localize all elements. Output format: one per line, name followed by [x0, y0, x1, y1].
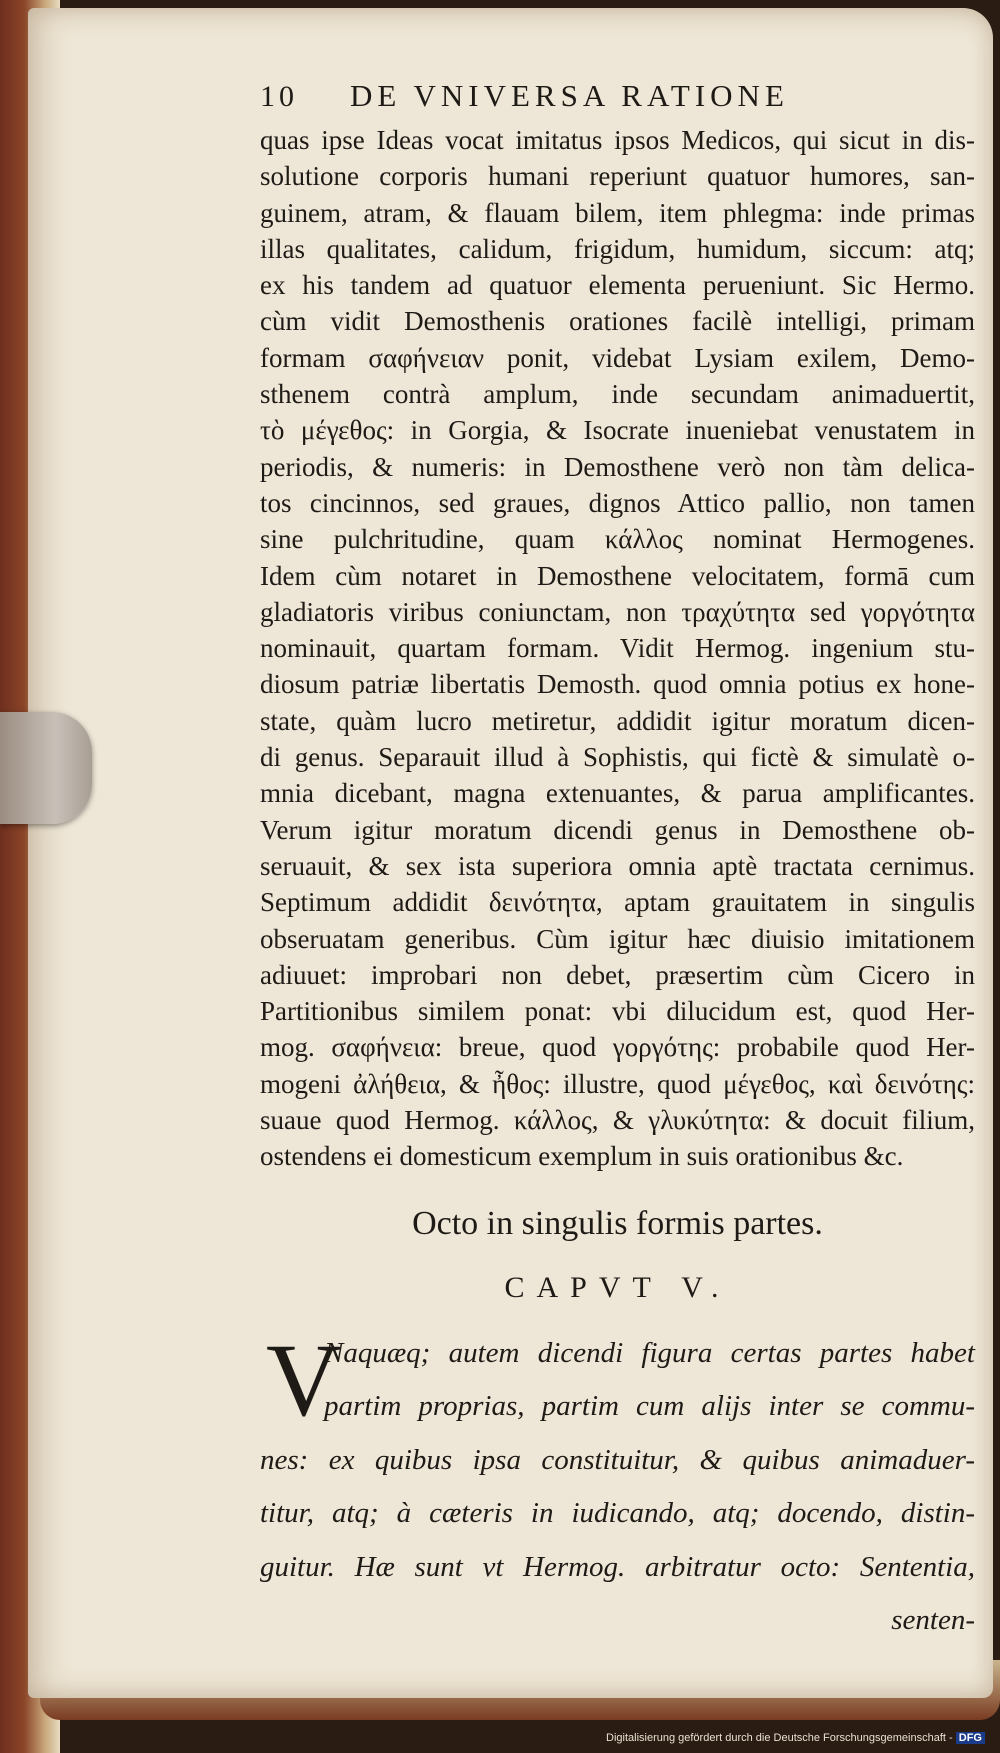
drop-cap: V	[266, 1322, 342, 1438]
text-line: nominauit, quartam formam. Vidit Hermog. ingenium stu-	[260, 633, 975, 664]
text-line: solutione corporis humani reperiunt quatuor humores, san-	[260, 161, 975, 192]
text-line: mog. σαφήνεια: breue, quod γοργότης: probabile quod Her-	[260, 1032, 975, 1063]
text-line: cùm vidit Demosthenis orationes facilè intelligi, primam	[260, 306, 975, 337]
text-line: mnia dicebant, magna extenuantes, & parua amplificantes.	[260, 778, 975, 809]
text-line: Naquæq; autem dicendi figura certas partes habet	[324, 1336, 975, 1369]
text-line: di genus. Separauit illud à Sophistis, qui fictè & simulatè o-	[260, 742, 975, 773]
text-line: sthenem contrà amplum, inde secundam animaduertit,	[260, 379, 975, 410]
section-title: Octo in singulis formis partes.	[412, 1204, 823, 1242]
text-line: formam σαφήνειαν ponit, videbat Lysiam exilem, Demo-	[260, 342, 975, 373]
chapter-paragraph	[260, 1322, 975, 1648]
text-line: τὸ μέγεθος: in Gorgia, & Isocrate inueniebat venustatem in	[260, 415, 975, 446]
text-line: sine pulchritudine, quam κάλλος nominat Hermogenes.	[260, 524, 975, 555]
text-line: nes: ex quibus ipsa constituitur, & quibus animaduer-	[260, 1443, 975, 1476]
text-line: mogeni ἀλήθεια, & ἦθος: illustre, quod μέγεθος, καὶ δεινότης:	[260, 1068, 975, 1099]
digitization-credit	[606, 1732, 996, 1744]
text-line: quas ipse Ideas vocat imitatus ipsos Medicos, qui sicut in dis-	[260, 125, 975, 155]
chapter-heading: CAPVT V.	[504, 1270, 731, 1304]
text-line: titur, atq; à cæteris in iudicando, atq; docendo, distin-	[260, 1497, 975, 1530]
text-line: partim proprias, partim cum alijs inter se commu-	[324, 1390, 975, 1423]
page-clip	[0, 712, 92, 824]
text-line: Verum igitur moratum dicendi genus in Demosthene ob-	[260, 814, 975, 845]
text-line: illas qualitates, calidum, frigidum, humidum, siccum: atq;	[260, 233, 975, 264]
text-line: state, quàm lucro metiretur, addidit igitur moratum dicen-	[260, 705, 975, 736]
text-line: adiuuet: improbari non debet, præsertim cùm Cicero in	[260, 959, 975, 990]
page-number: 10	[260, 80, 298, 113]
text-line: seruauit, & sex ista superiora omnia aptè tractata cernimus.	[260, 850, 975, 881]
text-line: ex his tandem ad quatuor elementa perueniunt. Sic Hermo.	[260, 270, 975, 301]
text-line: gladiatoris viribus coniunctam, non τραχύτητα sed γοργότητα	[260, 596, 975, 627]
text-line: suaue quod Hermog. κάλλος, & γλυκύτητα: & docuit filium,	[260, 1105, 975, 1136]
dfg-logo: DFG	[956, 1732, 985, 1744]
text-line: Partitionibus similem ponat: vbi dilucidum est, quod Her-	[260, 996, 975, 1027]
catchword: senten-	[891, 1604, 975, 1637]
text-line: periodis, & numeris: in Demosthene verò non tàm delica-	[260, 451, 975, 482]
text-line: diosum patriæ libertatis Demosth. quod omnia potius ex hone-	[260, 669, 975, 700]
text-line: Idem cùm notaret in Demosthene velocitatem, formā cum	[260, 560, 975, 591]
book-page	[28, 8, 993, 1698]
body-paragraph	[260, 122, 975, 1175]
page-header	[260, 78, 975, 118]
credit-text: Digitalisierung gefördert durch die Deutsche Forschungsgemeinschaft -	[606, 1732, 953, 1744]
text-line: guinem, atram, & flauam bilem, item phlegma: inde primas	[260, 197, 975, 228]
text-line: obseruatam generibus. Cùm igitur hæc diuisio imitationem	[260, 923, 975, 954]
text-line: ostendens ei domesticum exemplum in suis orationibus &c.	[260, 1141, 904, 1172]
text-line: guitur. Hæ sunt vt Hermog. arbitratur octo: Sententia,	[260, 1550, 975, 1583]
page-text	[260, 78, 975, 1647]
text-line: Septimum addidit δεινότητα, aptam grauitatem in singulis	[260, 887, 975, 918]
running-title: DE VNIVERSA RATIONE	[350, 78, 789, 113]
text-line: tos cincinnos, sed graues, dignos Attico pallio, non tamen	[260, 487, 975, 518]
